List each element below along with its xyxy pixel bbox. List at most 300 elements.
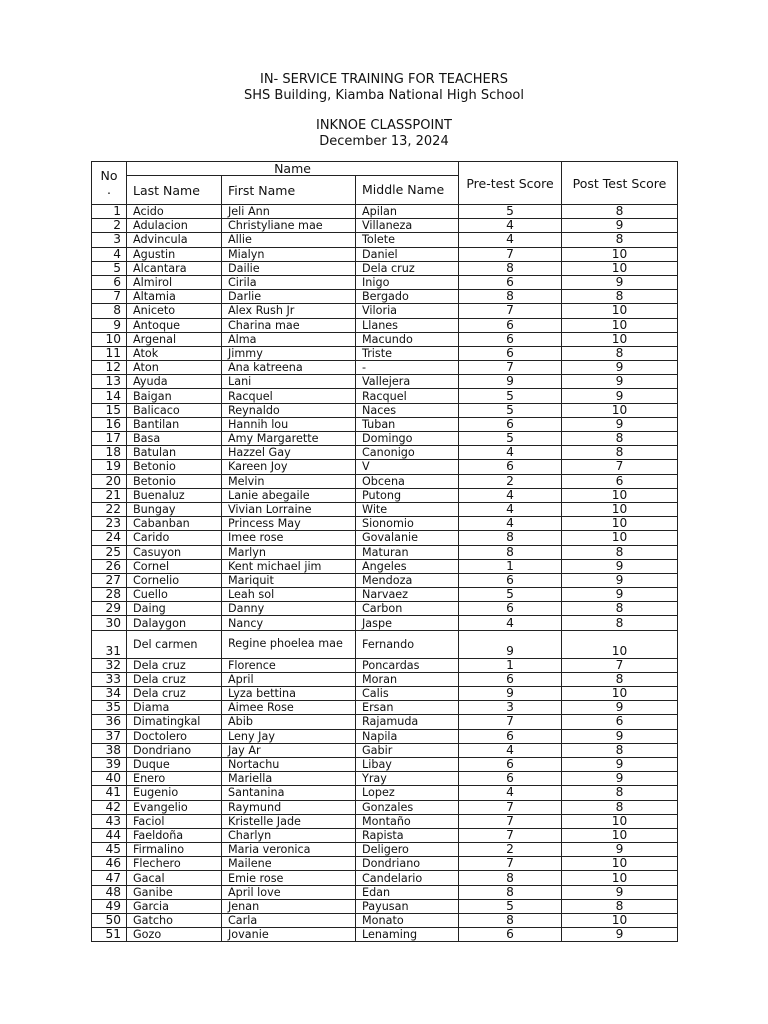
table-row: [92, 630, 678, 658]
table-row: [92, 346, 678, 360]
last-name-cell: Bungay: [127, 502, 222, 516]
post-test-score-cell: 7: [562, 658, 678, 672]
table-row: [92, 658, 678, 672]
row-number: 37: [92, 729, 127, 743]
middle-name-cell: Moran: [356, 672, 459, 686]
first-name-cell: Alex Rush Jr: [222, 304, 356, 318]
last-name-cell: Balicaco: [127, 403, 222, 417]
middle-name-cell: Yray: [356, 772, 459, 786]
row-number: 27: [92, 573, 127, 587]
last-name-cell: Gatcho: [127, 914, 222, 928]
last-name-cell: Casuyon: [127, 545, 222, 559]
last-name-cell: Advincula: [127, 233, 222, 247]
row-number: 29: [92, 602, 127, 616]
row-number: 45: [92, 843, 127, 857]
first-name-cell: Jay Ar: [222, 743, 356, 757]
row-number: 30: [92, 616, 127, 630]
table-row: [92, 701, 678, 715]
post-test-score-cell: 8: [562, 800, 678, 814]
middle-name-cell: Apilan: [356, 205, 459, 219]
middle-name-cell: -: [356, 361, 459, 375]
row-number: 26: [92, 559, 127, 573]
post-test-score-cell: 7: [562, 460, 678, 474]
row-number: 41: [92, 786, 127, 800]
row-number: 6: [92, 275, 127, 289]
table-row: [92, 219, 678, 233]
pre-test-score-cell: 4: [459, 488, 562, 502]
pre-test-score-cell: 6: [459, 318, 562, 332]
pre-test-score-cell: 7: [459, 828, 562, 842]
post-test-score-cell: 8: [562, 545, 678, 559]
post-test-score-cell: 8: [562, 899, 678, 913]
post-test-score-cell: 6: [562, 715, 678, 729]
post-test-score-cell: 10: [562, 871, 678, 885]
post-test-header: Post Test Score: [562, 162, 678, 205]
last-name-cell: Evangelio: [127, 800, 222, 814]
row-number: 24: [92, 531, 127, 545]
pre-test-score-cell: 4: [459, 616, 562, 630]
table-row: [92, 233, 678, 247]
first-name-cell: Jimmy: [222, 346, 356, 360]
no-header: No .: [92, 162, 127, 205]
pre-test-score-cell: 4: [459, 219, 562, 233]
first-name-cell: Hazzel Gay: [222, 446, 356, 460]
middle-name-cell: Lenaming: [356, 928, 459, 942]
middle-name-cell: Racquel: [356, 389, 459, 403]
first-name-cell: Mialyn: [222, 247, 356, 261]
first-name-cell: Lanie abegaile: [222, 488, 356, 502]
middle-name-cell: Gabir: [356, 743, 459, 757]
post-test-score-cell: 10: [562, 403, 678, 417]
middle-name-cell: Macundo: [356, 332, 459, 346]
middle-name-cell: Payusan: [356, 899, 459, 913]
pre-test-score-cell: 6: [459, 417, 562, 431]
pre-test-score-cell: 5: [459, 389, 562, 403]
post-test-score-cell: 10: [562, 332, 678, 346]
pre-test-score-cell: 7: [459, 715, 562, 729]
middle-name-cell: Sionomio: [356, 517, 459, 531]
pre-test-score-cell: 1: [459, 658, 562, 672]
post-test-score-cell: 10: [562, 630, 678, 658]
first-name-cell: Ana katreena: [222, 361, 356, 375]
post-test-score-cell: 9: [562, 389, 678, 403]
post-test-score-cell: 9: [562, 757, 678, 771]
pre-test-score-cell: 4: [459, 517, 562, 531]
first-name-cell: Danny: [222, 602, 356, 616]
row-number: 19: [92, 460, 127, 474]
table-row: [92, 460, 678, 474]
post-test-score-cell: 10: [562, 814, 678, 828]
middle-name-cell: Domingo: [356, 432, 459, 446]
middle-name-cell: Rapista: [356, 828, 459, 842]
table-row: [92, 899, 678, 913]
post-test-score-cell: 9: [562, 729, 678, 743]
row-number: 8: [92, 304, 127, 318]
pre-test-score-cell: 8: [459, 545, 562, 559]
first-name-cell: Florence: [222, 658, 356, 672]
post-test-score-cell: 10: [562, 318, 678, 332]
pre-test-score-cell: 1: [459, 559, 562, 573]
pre-test-score-cell: 4: [459, 743, 562, 757]
last-name-cell: Dimatingkal: [127, 715, 222, 729]
first-name-cell: Emie rose: [222, 871, 356, 885]
pre-test-score-cell: 6: [459, 460, 562, 474]
first-name-cell: Nortachu: [222, 757, 356, 771]
table-row: [92, 290, 678, 304]
row-number: 21: [92, 488, 127, 502]
table-row: [92, 743, 678, 757]
first-name-cell: Lyza bettina: [222, 687, 356, 701]
pre-test-score-cell: 6: [459, 772, 562, 786]
pre-test-score-cell: 8: [459, 290, 562, 304]
first-name-cell: Santanina: [222, 786, 356, 800]
first-name-cell: Kareen Joy: [222, 460, 356, 474]
first-name-cell: Jovanie: [222, 928, 356, 942]
middle-name-cell: Viloria: [356, 304, 459, 318]
pre-test-score-cell: 5: [459, 899, 562, 913]
last-name-cell: Agustin: [127, 247, 222, 261]
pre-test-score-cell: 6: [459, 672, 562, 686]
post-test-score-cell: 9: [562, 928, 678, 942]
row-number: 51: [92, 928, 127, 942]
pre-test-score-cell: 8: [459, 531, 562, 545]
middle-name-cell: Dondriano: [356, 857, 459, 871]
middle-name-cell: Fernando: [356, 630, 459, 658]
session-title: INKNOE CLASSPOINT: [316, 118, 452, 133]
middle-name-cell: Vallejera: [356, 375, 459, 389]
row-number: 18: [92, 446, 127, 460]
last-name-cell: Basa: [127, 432, 222, 446]
row-number: 31: [92, 630, 127, 658]
pre-test-score-cell: 5: [459, 432, 562, 446]
pre-test-score-cell: 9: [459, 687, 562, 701]
post-test-score-cell: 8: [562, 446, 678, 460]
first-name-cell: Racquel: [222, 389, 356, 403]
pre-test-score-cell: 8: [459, 871, 562, 885]
first-name-cell: Maria veronica: [222, 843, 356, 857]
middle-name-cell: Govalanie: [356, 531, 459, 545]
table-row: [92, 757, 678, 771]
table-row: [92, 275, 678, 289]
pre-test-score-cell: 6: [459, 346, 562, 360]
table-row: [92, 885, 678, 899]
middle-name-cell: Candelario: [356, 871, 459, 885]
first-name-cell: Kent michael jim: [222, 559, 356, 573]
row-number: 4: [92, 247, 127, 261]
first-name-cell: Carla: [222, 914, 356, 928]
pre-test-score-cell: 7: [459, 814, 562, 828]
post-test-score-cell: 9: [562, 588, 678, 602]
table-row: [92, 474, 678, 488]
table-row: [92, 729, 678, 743]
last-name-cell: Aniceto: [127, 304, 222, 318]
middle-name-cell: Bergado: [356, 290, 459, 304]
last-name-cell: Ayuda: [127, 375, 222, 389]
last-name-cell: Garcia: [127, 899, 222, 913]
table-row: [92, 672, 678, 686]
last-name-cell: Gacal: [127, 871, 222, 885]
last-name-cell: Cabanban: [127, 517, 222, 531]
first-name-header: First Name: [222, 176, 356, 205]
last-name-cell: Batulan: [127, 446, 222, 460]
row-number: 22: [92, 502, 127, 516]
pre-test-score-cell: 6: [459, 928, 562, 942]
post-test-score-cell: 8: [562, 743, 678, 757]
first-name-cell: Hannih lou: [222, 417, 356, 431]
first-name-cell: April love: [222, 885, 356, 899]
row-number: 28: [92, 588, 127, 602]
middle-name-cell: Llanes: [356, 318, 459, 332]
middle-name-cell: Jaspe: [356, 616, 459, 630]
last-name-cell: Betonio: [127, 474, 222, 488]
middle-name-cell: Canonigo: [356, 446, 459, 460]
table-row: [92, 573, 678, 587]
first-name-cell: Kristelle Jade: [222, 814, 356, 828]
last-name-cell: Del carmen: [127, 630, 222, 658]
post-test-score-cell: 10: [562, 261, 678, 275]
last-name-cell: Duque: [127, 757, 222, 771]
table-row: [92, 531, 678, 545]
post-test-score-cell: 9: [562, 417, 678, 431]
row-number: 48: [92, 885, 127, 899]
post-test-score-cell: 10: [562, 247, 678, 261]
table-row: [92, 517, 678, 531]
first-name-cell: Mariella: [222, 772, 356, 786]
table-row: [92, 361, 678, 375]
table-row: [92, 602, 678, 616]
middle-name-cell: Putong: [356, 488, 459, 502]
pre-test-score-cell: 2: [459, 843, 562, 857]
last-name-cell: Acido: [127, 205, 222, 219]
last-name-cell: Bantilan: [127, 417, 222, 431]
table-row: [92, 417, 678, 431]
table-row: [92, 502, 678, 516]
middle-name-cell: Triste: [356, 346, 459, 360]
first-name-cell: Raymund: [222, 800, 356, 814]
first-name-cell: Mariquit: [222, 573, 356, 587]
pre-test-score-cell: 8: [459, 914, 562, 928]
pre-test-score-cell: 7: [459, 304, 562, 318]
middle-name-cell: Daniel: [356, 247, 459, 261]
row-number: 15: [92, 403, 127, 417]
middle-name-cell: Inigo: [356, 275, 459, 289]
table-row: [92, 687, 678, 701]
post-test-score-cell: 9: [562, 843, 678, 857]
first-name-cell: Charina mae: [222, 318, 356, 332]
table-row: [92, 432, 678, 446]
table-row: [92, 588, 678, 602]
row-number: 49: [92, 899, 127, 913]
row-number: 12: [92, 361, 127, 375]
post-test-score-cell: 10: [562, 304, 678, 318]
first-name-cell: Allie: [222, 233, 356, 247]
pre-test-score-cell: 6: [459, 729, 562, 743]
pre-test-score-cell: 6: [459, 757, 562, 771]
last-name-cell: Almirol: [127, 275, 222, 289]
training-title: IN- SERVICE TRAINING FOR TEACHERS: [259, 72, 509, 87]
last-name-cell: Enero: [127, 772, 222, 786]
middle-name-cell: Carbon: [356, 602, 459, 616]
row-number: 35: [92, 701, 127, 715]
attendance-score-table: [91, 161, 678, 942]
table-body: [92, 205, 678, 942]
row-number: 32: [92, 658, 127, 672]
post-test-score-cell: 10: [562, 517, 678, 531]
middle-name-cell: Poncardas: [356, 658, 459, 672]
pre-test-score-cell: 4: [459, 233, 562, 247]
pre-test-header: Pre-test Score: [459, 162, 562, 205]
first-name-cell: Mailene: [222, 857, 356, 871]
last-name-cell: Atok: [127, 346, 222, 360]
row-number: 17: [92, 432, 127, 446]
last-name-cell: Argenal: [127, 332, 222, 346]
middle-name-cell: Montaño: [356, 814, 459, 828]
document-header: [0, 72, 768, 150]
row-number: 42: [92, 800, 127, 814]
table-row: [92, 772, 678, 786]
last-name-cell: Antoque: [127, 318, 222, 332]
row-number: 34: [92, 687, 127, 701]
middle-name-header: Middle Name: [356, 176, 459, 205]
last-name-cell: Dalaygon: [127, 616, 222, 630]
pre-test-score-cell: 5: [459, 588, 562, 602]
row-number: 44: [92, 828, 127, 842]
first-name-cell: Reynaldo: [222, 403, 356, 417]
first-name-cell: Cirila: [222, 275, 356, 289]
last-name-cell: Diama: [127, 701, 222, 715]
last-name-cell: Dela cruz: [127, 672, 222, 686]
row-number: 7: [92, 290, 127, 304]
middle-name-cell: Ersan: [356, 701, 459, 715]
pre-test-score-cell: 9: [459, 630, 562, 658]
post-test-score-cell: 9: [562, 573, 678, 587]
last-name-cell: Betonio: [127, 460, 222, 474]
pre-test-score-cell: 8: [459, 261, 562, 275]
first-name-cell: Abib: [222, 715, 356, 729]
row-number: 33: [92, 672, 127, 686]
last-name-cell: Aton: [127, 361, 222, 375]
first-name-cell: Melvin: [222, 474, 356, 488]
table-row: [92, 871, 678, 885]
pre-test-score-cell: 7: [459, 857, 562, 871]
table-row: [92, 488, 678, 502]
table-row: [92, 375, 678, 389]
table-row: [92, 545, 678, 559]
table-row: [92, 332, 678, 346]
row-number: 47: [92, 871, 127, 885]
table-row: [92, 786, 678, 800]
post-test-score-cell: 8: [562, 786, 678, 800]
post-test-score-cell: 10: [562, 828, 678, 842]
pre-test-score-cell: 7: [459, 800, 562, 814]
first-name-cell: Regine phoelea mae: [222, 630, 356, 658]
pre-test-score-cell: 6: [459, 275, 562, 289]
middle-name-cell: Dela cruz: [356, 261, 459, 275]
pre-test-score-cell: 6: [459, 573, 562, 587]
post-test-score-cell: 9: [562, 375, 678, 389]
table-row: [92, 843, 678, 857]
middle-name-cell: Mendoza: [356, 573, 459, 587]
first-name-cell: Vivian Lorraine: [222, 502, 356, 516]
post-test-score-cell: 8: [562, 205, 678, 219]
row-number: 14: [92, 389, 127, 403]
venue-line: SHS Building, Kiamba National High School: [243, 88, 524, 103]
first-name-cell: Jeli Ann: [222, 205, 356, 219]
post-test-score-cell: 9: [562, 701, 678, 715]
first-name-cell: Imee rose: [222, 531, 356, 545]
last-name-cell: Daing: [127, 602, 222, 616]
middle-name-cell: Deligero: [356, 843, 459, 857]
table-row: [92, 247, 678, 261]
pre-test-score-cell: 3: [459, 701, 562, 715]
last-name-cell: Ganibe: [127, 885, 222, 899]
row-number: 1: [92, 205, 127, 219]
post-test-score-cell: 10: [562, 857, 678, 871]
row-number: 25: [92, 545, 127, 559]
table-row: [92, 857, 678, 871]
post-test-score-cell: 8: [562, 602, 678, 616]
post-test-score-cell: 9: [562, 219, 678, 233]
last-name-cell: Buenaluz: [127, 488, 222, 502]
pre-test-score-cell: 5: [459, 403, 562, 417]
post-test-score-cell: 8: [562, 346, 678, 360]
row-number: 10: [92, 332, 127, 346]
last-name-cell: Flechero: [127, 857, 222, 871]
pre-test-score-cell: 6: [459, 332, 562, 346]
middle-name-cell: Monato: [356, 914, 459, 928]
row-number: 46: [92, 857, 127, 871]
row-number: 36: [92, 715, 127, 729]
last-name-cell: Faeldoña: [127, 828, 222, 842]
first-name-cell: Leah sol: [222, 588, 356, 602]
table-row: [92, 928, 678, 942]
table-row: [92, 828, 678, 842]
pre-test-score-cell: 7: [459, 361, 562, 375]
first-name-cell: Christyliane mae: [222, 219, 356, 233]
middle-name-cell: Obcena: [356, 474, 459, 488]
middle-name-cell: Angeles: [356, 559, 459, 573]
pre-test-score-cell: 4: [459, 502, 562, 516]
last-name-cell: Dela cruz: [127, 658, 222, 672]
last-name-cell: Faciol: [127, 814, 222, 828]
middle-name-cell: Edan: [356, 885, 459, 899]
pre-test-score-cell: 4: [459, 786, 562, 800]
pre-test-score-cell: 7: [459, 247, 562, 261]
table-row: [92, 389, 678, 403]
post-test-score-cell: 10: [562, 488, 678, 502]
first-name-cell: Lani: [222, 375, 356, 389]
pre-test-score-cell: 4: [459, 446, 562, 460]
post-test-score-cell: 8: [562, 672, 678, 686]
post-test-score-cell: 9: [562, 361, 678, 375]
middle-name-cell: Tuban: [356, 417, 459, 431]
row-number: 9: [92, 318, 127, 332]
row-number: 20: [92, 474, 127, 488]
post-test-score-cell: 9: [562, 275, 678, 289]
middle-name-cell: Gonzales: [356, 800, 459, 814]
post-test-score-cell: 8: [562, 616, 678, 630]
middle-name-cell: Narvaez: [356, 588, 459, 602]
pre-test-score-cell: 8: [459, 885, 562, 899]
last-name-cell: Cornel: [127, 559, 222, 573]
table-row: [92, 403, 678, 417]
post-test-score-cell: 9: [562, 772, 678, 786]
row-number: 39: [92, 757, 127, 771]
first-name-cell: Marlyn: [222, 545, 356, 559]
first-name-cell: April: [222, 672, 356, 686]
last-name-cell: Firmalino: [127, 843, 222, 857]
last-name-cell: Baigan: [127, 389, 222, 403]
